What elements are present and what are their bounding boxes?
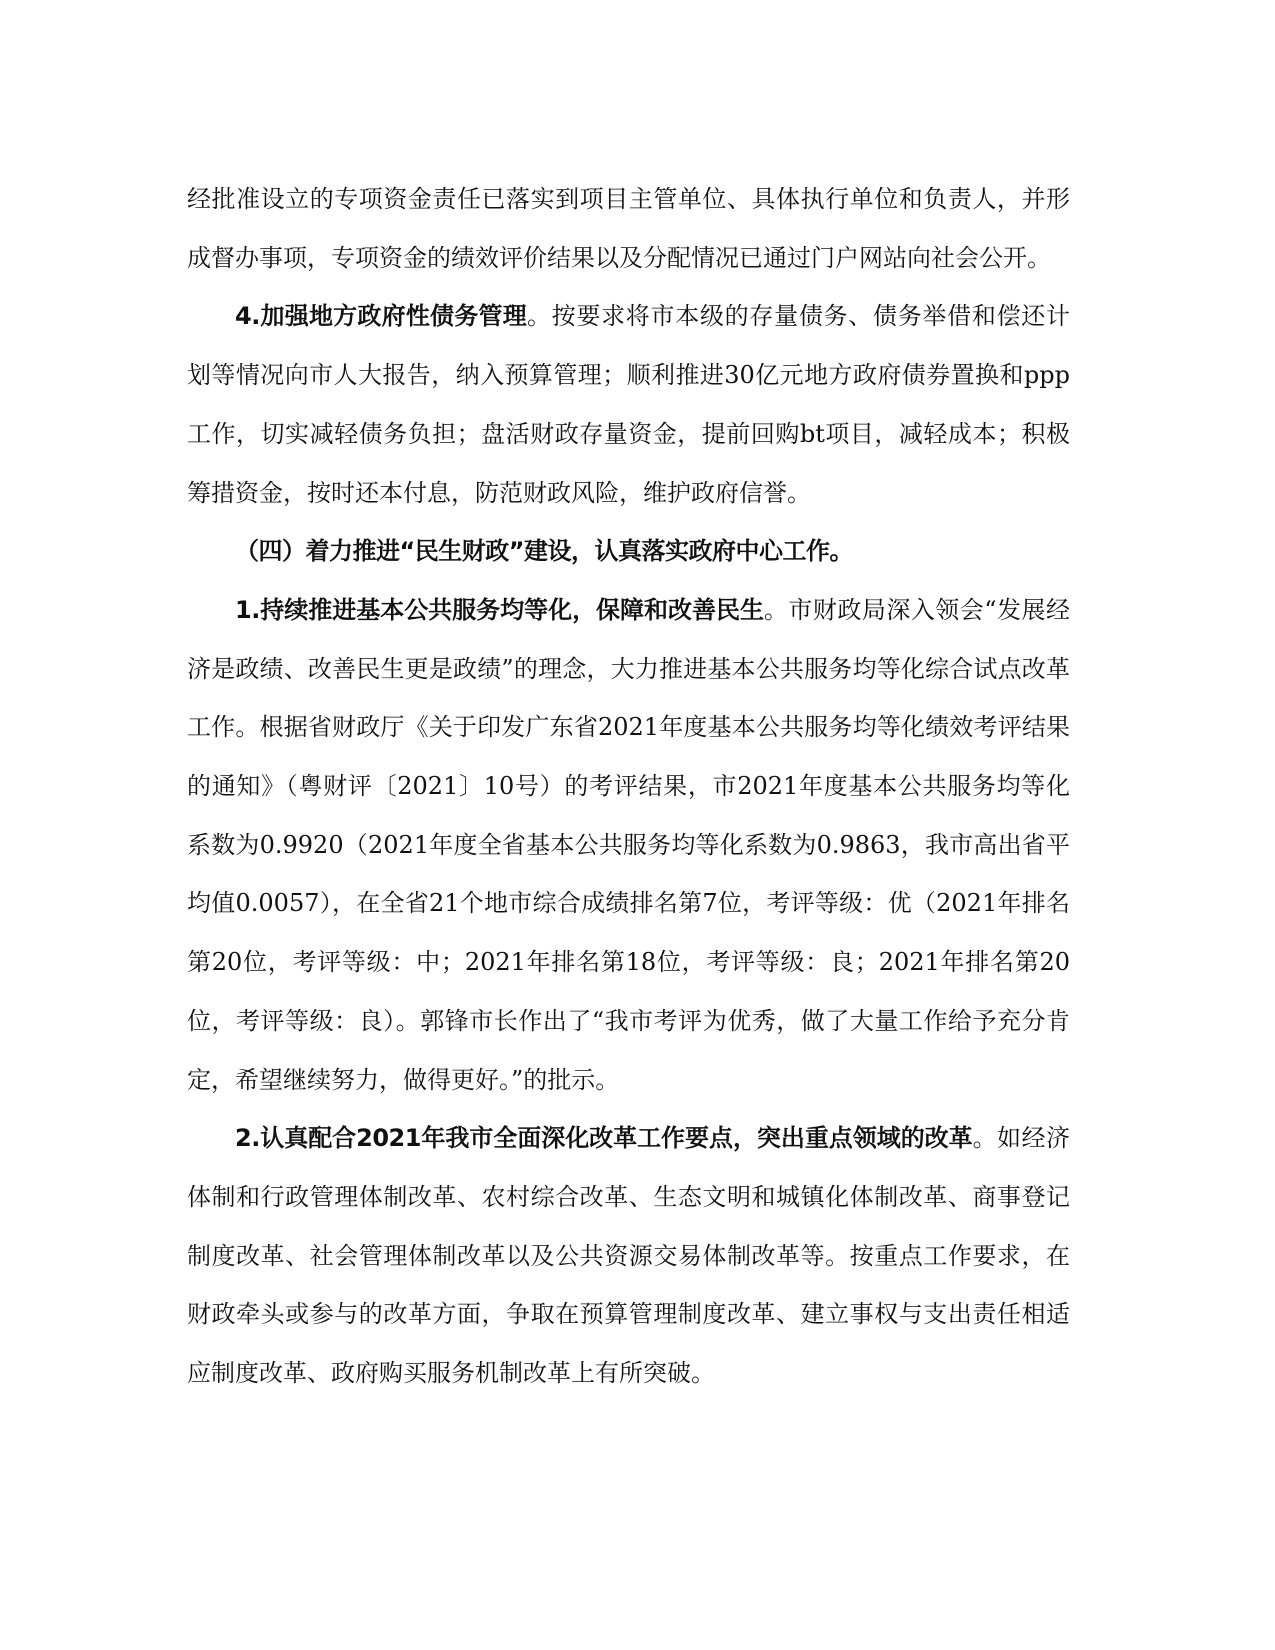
paragraph-continuation (187, 170, 1070, 287)
paragraph-debt-management (187, 287, 1070, 522)
paragraph-text: 。按要求将市本级的存量债务、债务举借和偿还计划等情况向市人大报告，纳入预算管理；顺利推进30亿元地方政府债券置换和ppp工作，切实减轻债务负担；盘活财政存量资金，提前回购bt项目，减轻成本；积极筹措资金，按时还本付息，防范财政风险，维护政府信誉。 (187, 302, 1070, 507)
section-heading-text: （四）着力推进“民生财政”建设，认真落实政府中心工作。 (235, 537, 854, 566)
paragraph-text: 。市财政局深入领会“发展经济是政绩、改善民生更是政绩”的理念，大力推进基本公共服务均等化综合试点改革工作。根据省财政厅《关于印发广东省2021年度基本公共服务均等化绩效考评结果的通知》（粤财评〔2021〕10号）的考评结果，市2021年度基本公共服务均等化系数为0.9920（2021年度全省基本公共服务均等化系数为0.9863，我市高出省平均值0.0057），在全省21个地市综合成绩排名第7位，考评等级：优（2021年排名第20位，考评等级：中；2021年排名第18位，考评等级：良；2021年排名第20位，考评等级：良）。郭锋市长作出了“我市考评为优秀，做了大量工作给予充分肯定，希望继续努力，做得更好。”的批示。 (187, 595, 1070, 1094)
paragraph-heading: 1.持续推进基本公共服务均等化，保障和改善民生 (235, 595, 764, 624)
paragraph-heading: 2.认真配合2021年我市全面深化改革工作要点，突出重点领域的改革 (235, 1124, 973, 1153)
document-body (187, 170, 1070, 1403)
section-heading-livelihood-finance (187, 522, 1070, 581)
paragraph-text: 。如经济体制和行政管理体制改革、农村综合改革、生态文明和城镇化体制改革、商事登记制度改革、社会管理体制改革以及公共资源交易体制改革等。按重点工作要求，在财政牵头或参与的改革方面，争取在预算管理制度改革、建立事权与支出责任相适应制度改革、政府购买服务机制改革上有所突破。 (187, 1124, 1070, 1388)
paragraph-reform (187, 1109, 1070, 1403)
paragraph-public-services (187, 581, 1070, 1109)
paragraph-text: 经批准设立的专项资金责任已落实到项目主管单位、具体执行单位和负责人，并形成督办事项，专项资金的绩效评价结果以及分配情况已通过门户网站向社会公开。 (187, 185, 1070, 272)
paragraph-heading: 4.加强地方政府性债务管理 (235, 302, 527, 331)
